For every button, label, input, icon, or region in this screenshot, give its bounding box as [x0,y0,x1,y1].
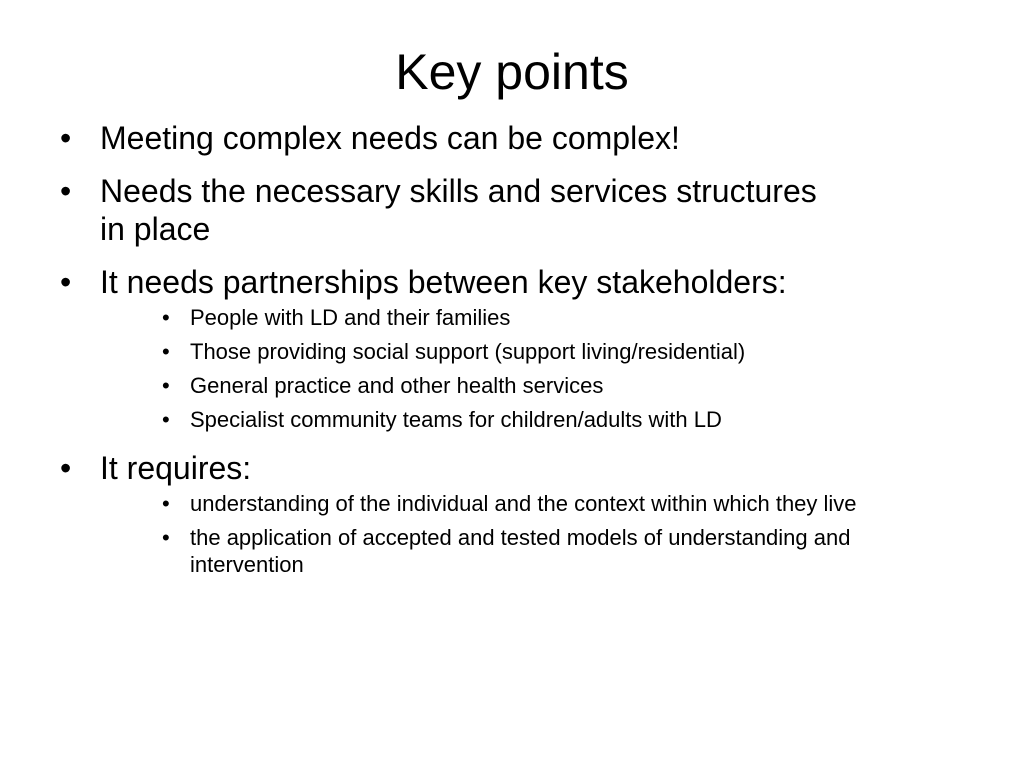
sub-bullet-icon: • [162,305,170,330]
sub-bullet-text: understanding of the individual and the context within which they live [190,491,857,516]
sub-bullet-text: Those providing social support (support living/residential) [190,339,746,364]
sub-bullet-icon: • [162,407,170,432]
sub-bullet-text: the application of accepted and tested models of understanding and intervention [190,525,851,577]
bullet-text: It requires: [100,450,252,486]
bullet-text: Needs the necessary skills and services structures in place [100,173,817,247]
sub-bullet-item [162,524,1000,578]
sub-bullet-item [162,406,1000,433]
slide-title: Key points [395,44,629,100]
sub-bullet-icon: • [162,373,170,398]
bullet-item [60,449,1000,578]
sub-bullet-list [162,304,1000,433]
bullet-icon: • [60,264,72,300]
bullet-icon: • [60,120,72,156]
sub-bullet-text: People with LD and their families [190,305,511,330]
bullet-icon: • [60,173,72,209]
bullet-list [60,119,1000,594]
sub-bullet-list [162,490,1000,578]
bullet-text: Meeting complex needs can be complex! [100,120,680,156]
sub-bullet-item [162,490,1000,517]
sub-bullet-item [162,338,1000,365]
sub-bullet-icon: • [162,339,170,364]
bullet-text: It needs partnerships between key stakeholders: [100,264,787,300]
sub-bullet-icon: • [162,525,170,550]
bullet-item [60,263,1000,433]
bullet-item [60,119,1000,157]
sub-bullet-icon: • [162,491,170,516]
sub-bullet-item [162,304,1000,331]
sub-bullet-text: Specialist community teams for children/adults with LD [190,407,722,432]
bullet-item [60,172,820,248]
sub-bullet-text: General practice and other health services [190,373,604,398]
sub-bullet-item [162,372,1000,399]
bullet-icon: • [60,450,72,486]
